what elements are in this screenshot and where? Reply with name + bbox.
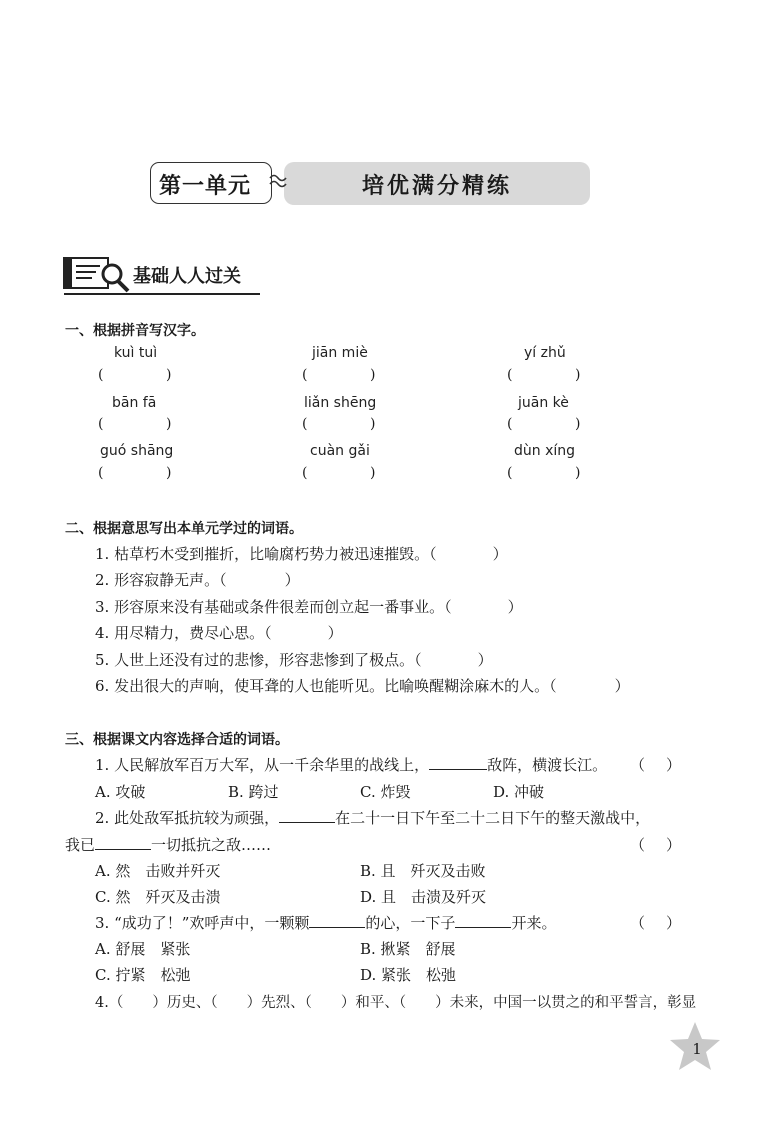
- choice-answer-paren[interactable]: [630, 754, 682, 775]
- q3-sentence-2: [95, 807, 650, 828]
- wave-decoration-icon: [268, 170, 290, 192]
- pinyin-label: jiān miè: [312, 345, 368, 361]
- close-paren: ）: [666, 914, 682, 932]
- open-paren: （: [630, 836, 646, 854]
- sentence-text: 2. 此处敌军抵抗较为顽强，: [95, 809, 280, 827]
- close-paren: ）: [327, 624, 343, 642]
- q2-item: [95, 543, 508, 564]
- fill-blank[interactable]: [455, 913, 511, 928]
- unit-title: 培优满分精练: [362, 173, 513, 199]
- option-a[interactable]: A. 舒展 紧张: [95, 940, 191, 958]
- close-paren: ）: [507, 598, 523, 616]
- q2-item: [95, 569, 300, 590]
- close-paren: ）: [666, 836, 682, 854]
- q2-item-text: 4. 用尽精力，费尽心思。（: [95, 624, 272, 642]
- q2-item: [95, 622, 343, 643]
- q2-item-text: 2. 形容寂静无声。（: [95, 571, 227, 589]
- section-title: 基础人人过关: [133, 266, 241, 287]
- option-a[interactable]: A. 然 击败并歼灭: [95, 862, 221, 880]
- pinyin-label: bān fā: [112, 395, 157, 411]
- option-d[interactable]: D. 冲破: [493, 783, 545, 801]
- q3-sentence-1: [95, 754, 607, 775]
- close-paren: ）: [666, 756, 682, 774]
- sentence-text: 敌阵，横渡长江。: [487, 756, 608, 774]
- fill-blank[interactable]: [309, 913, 365, 928]
- open-paren: （: [630, 914, 646, 932]
- magnifier-document-icon: [62, 256, 134, 296]
- pinyin-label: cuàn gǎi: [310, 443, 370, 459]
- q3-sentence-4: 4.（ ）历史、（ ）先烈、（ ）和平、（ ）未来，中国一以贯之的和平誓言，彰显: [95, 995, 697, 1011]
- sentence-text: 的心，一下子: [365, 914, 456, 932]
- q2-item: [95, 596, 523, 617]
- sentence-text: 1. 人民解放军百万大军，从一千余华里的战线上，: [95, 756, 430, 774]
- sentence-text: 在二十一日下午至二十二日下午的整天激战中，: [335, 809, 651, 827]
- pinyin-label: juān kè: [518, 395, 569, 411]
- close-paren: ）: [477, 651, 493, 669]
- option-d[interactable]: D. 紧张 松弛: [360, 966, 457, 984]
- pinyin-label: guó shāng: [100, 443, 174, 459]
- option-c[interactable]: C. 然 歼灭及击溃: [95, 888, 221, 906]
- unit-label-box: [150, 162, 272, 204]
- q2-item: [95, 649, 493, 670]
- question-3-heading: 三、根据课文内容选择合适的词语。: [65, 732, 289, 748]
- q3-sentence-3: [95, 912, 556, 933]
- fill-blank[interactable]: [279, 808, 335, 823]
- pinyin-label: liǎn shēng: [304, 395, 377, 411]
- question-2-heading: 二、根据意思写出本单元学过的词语。: [65, 521, 303, 537]
- q2-item-text: 6. 发出很大的声响，使耳聋的人也能听见。比喻唤醒糊涂麻木的人。（: [95, 677, 557, 695]
- section-divider: [64, 293, 260, 295]
- option-b[interactable]: B. 揪紧 舒展: [360, 940, 456, 958]
- q2-item-text: 3. 形容原来没有基础或条件很差而创立起一番事业。（: [95, 598, 452, 616]
- choice-answer-paren[interactable]: [630, 912, 682, 933]
- close-paren: ）: [614, 677, 630, 695]
- unit-title-banner: [284, 162, 590, 205]
- unit-label: 第一单元: [159, 173, 252, 199]
- sentence-text: 一切抵抗之敌……: [151, 836, 272, 854]
- q3-sentence-2-cont: [65, 834, 271, 855]
- option-c[interactable]: C. 炸毁: [360, 783, 411, 801]
- q2-item-text: 1. 枯草朽木受到摧折，比喻腐朽势力被迅速摧毁。（: [95, 545, 437, 563]
- page-number: 1: [692, 1040, 702, 1058]
- option-d[interactable]: D. 且 击溃及歼灭: [360, 888, 487, 906]
- question-1-heading: 一、根据拼音写汉字。: [65, 323, 205, 339]
- choice-answer-paren[interactable]: [630, 834, 682, 855]
- q2-item-text: 5. 人世上还没有过的悲惨，形容悲惨到了极点。（: [95, 651, 422, 669]
- sentence-text: 开来。: [511, 914, 557, 932]
- pinyin-label: dùn xíng: [514, 443, 576, 459]
- option-b[interactable]: B. 且 歼灭及击败: [360, 862, 486, 880]
- sentence-text: 3. “成功了！”欢呼声中，一颗颗: [95, 914, 310, 932]
- pinyin-label: yí zhǔ: [524, 345, 566, 361]
- option-c[interactable]: C. 拧紧 松弛: [95, 966, 191, 984]
- close-paren: ）: [284, 571, 300, 589]
- option-a[interactable]: A. 攻破: [95, 783, 146, 801]
- sentence-text: 我已: [65, 836, 96, 854]
- fill-blank[interactable]: [95, 835, 151, 850]
- option-b[interactable]: B. 跨过: [228, 783, 279, 801]
- q2-item: [95, 675, 630, 696]
- open-paren: （: [630, 756, 646, 774]
- fill-blank[interactable]: [429, 755, 487, 770]
- pinyin-label: kuì tuì: [114, 345, 158, 361]
- close-paren: ）: [492, 545, 508, 563]
